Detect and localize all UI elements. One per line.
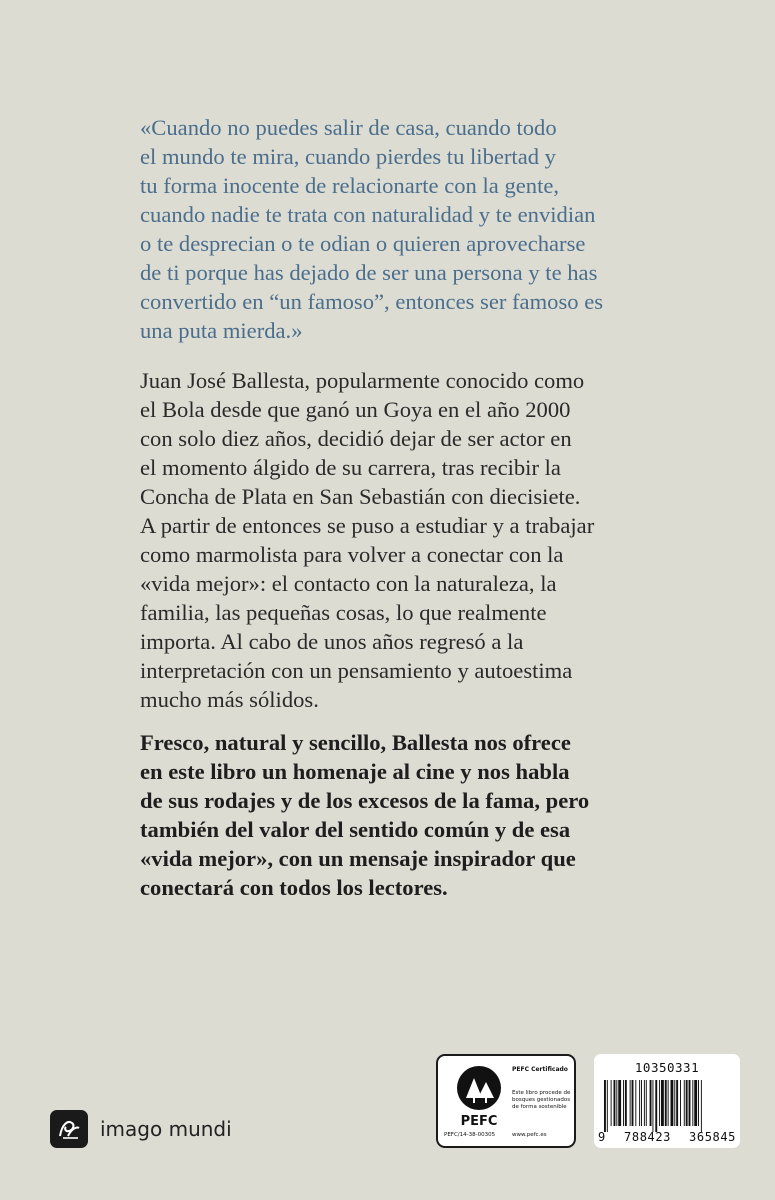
author-bio [140,366,660,714]
barcode-bar [652,1080,653,1132]
barcode-bar [701,1080,702,1132]
barcode-bar [632,1080,634,1126]
barcode-bar [625,1080,627,1126]
bio-line: importa. Al cabo de unos años regresó a la [140,629,524,654]
blurb-line: en este libro un homenaje al cine y nos habla [140,759,570,784]
barcode-bar [689,1080,691,1126]
pefc-description-line: de forma sostenible [512,1104,567,1110]
barcode-bar [641,1080,642,1126]
bio-line: el momento álgido de su carrera, tras recibir la [140,455,561,480]
barcode-bar [644,1080,645,1126]
bio-line: con solo diez años, decidió dejar de ser actor en [140,426,572,451]
blurb-line: de sus rodajes y de los excesos de la fama, pero [140,788,590,813]
quote-line: el mundo te mira, cuando pierdes tu libertad y [140,144,556,169]
publisher-name: imago mundi [100,1117,232,1141]
isbn-digits-left: 788423 [624,1130,671,1144]
barcode-bar [680,1080,681,1126]
barcode-bar [694,1080,697,1126]
barcode-bar [686,1080,688,1126]
barcode-bar [623,1080,624,1126]
barcode-bar [655,1080,657,1132]
bio-line: el Bola desde que ganó un Goya en el año 2000 [140,397,571,422]
barcode-bar [661,1080,664,1126]
quote-line: convertido en “un famoso”, entonces ser famoso es [140,289,604,314]
isbn-barcode [594,1054,740,1148]
barcode-bar [674,1080,675,1126]
barcode-bar [665,1080,667,1126]
barcode-bar [614,1080,616,1126]
pefc-logo-word: PEFC [460,1114,498,1129]
bio-line: como marmolista para volver a conectar con la [140,542,564,567]
bio-line: A partir de entonces se puso a estudiar y a trabajar [140,513,595,538]
bio-line: Concha de Plata en San Sebastián con diecisiete. [140,484,581,509]
barcode-bar [676,1080,678,1126]
pefc-description [512,1090,572,1111]
blurb-line: conectará con todos los lectores. [140,875,448,900]
bio-line: Juan José Ballesta, popularmente conocido como [140,368,585,393]
barcode-bar [692,1080,693,1126]
barcode-bar [684,1080,685,1126]
blurb-line: Fresco, natural y sencillo, Ballesta nos ofrece [140,730,571,755]
pefc-title: PEFC Certificado [512,1066,568,1073]
publisher-brand [50,1110,232,1148]
quote-line: tu forma inocente de relacionarte con la gente, [140,173,560,198]
imago-mundi-logo-icon [50,1110,88,1148]
isbn-digits-right: 365845 [689,1130,736,1144]
barcode-bar [650,1080,652,1126]
pefc-certification-badge [436,1054,576,1148]
isbn-number [598,1130,736,1144]
bio-line: mucho más sólidos. [140,687,319,712]
barcode-bar [635,1080,636,1126]
barcode-bar [671,1080,674,1126]
quote-line: «Cuando no puedes salir de casa, cuando todo [140,115,557,140]
barcode-bar [630,1080,631,1126]
quote-line: una puta mierda.» [140,318,303,343]
barcode-bar [639,1080,640,1126]
barcode-bar [604,1080,606,1132]
quote-line: o te desprecian o te odian o quieren aprovecharse [140,231,586,256]
quote-line: de ti porque has dejado de ser una persona y te has [140,260,598,285]
quote-line: cuando nadie te trata con naturalidad y te envidian [140,202,596,227]
bio-line: familia, las pequeñas cosas, lo que realmente [140,600,547,625]
barcode-bar [611,1080,612,1126]
barcode-bars [600,1080,734,1132]
barcode-bar [618,1080,621,1126]
book-blurb [140,728,660,902]
bio-line: «vida mejor»: el contacto con la naturaleza, la [140,571,557,596]
bio-line: interpretación con un pensamiento y autoestima [140,658,573,683]
isbn-prefix-digit: 9 [598,1130,606,1144]
pefc-tree-icon [450,1064,508,1112]
pefc-license-code: PEFC/14-38-00305 [444,1132,496,1138]
pefc-url: www.pefc.es [512,1132,547,1138]
barcode-bar [668,1080,669,1126]
barcode-bar [659,1080,660,1126]
barcode-bar [616,1080,617,1126]
barcode-bar [607,1080,608,1132]
barcode-bar [698,1080,699,1126]
internal-code: 10350331 [634,1060,700,1075]
pefc-description-line: Este libro procede de [512,1090,571,1096]
pull-quote [140,113,660,345]
blurb-line: también del valor del sentido común y de esa [140,817,571,842]
barcode-bar [646,1080,647,1126]
blurb-line: «vida mejor», con un mensaje inspirador que [140,846,576,871]
pefc-description-line: bosques gestionados [512,1097,571,1103]
